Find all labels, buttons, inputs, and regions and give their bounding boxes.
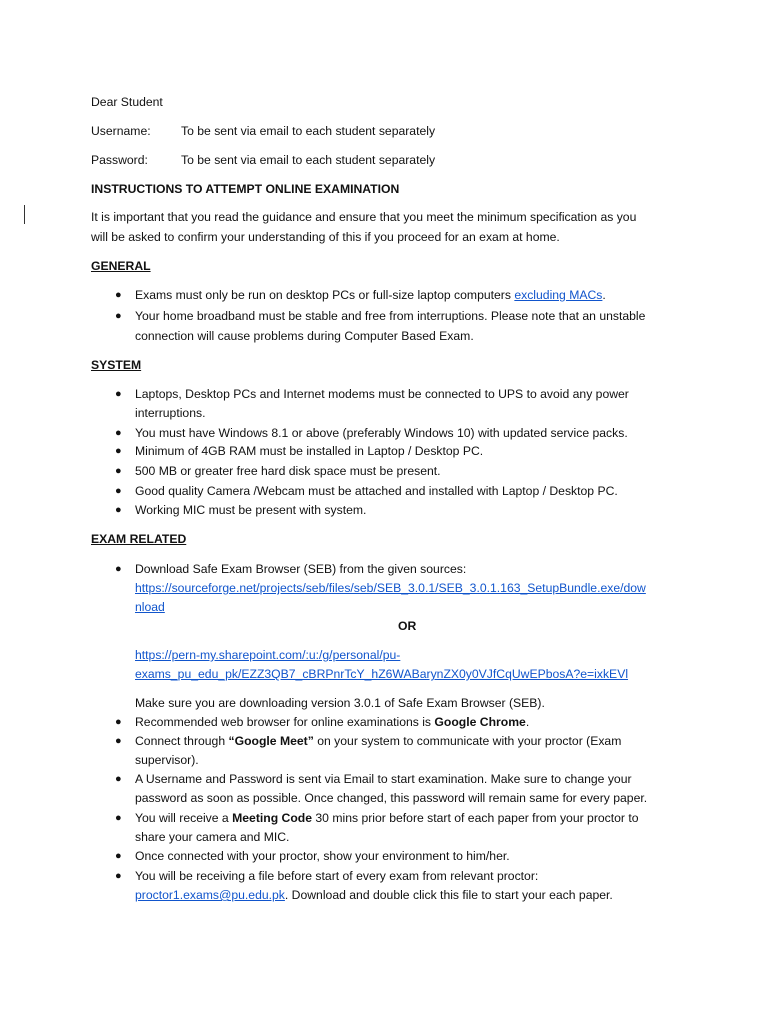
system-item-3: Minimum of 4GB RAM must be installed in Laptop / Desktop PC. — [135, 444, 484, 458]
exam-item-7-line-1: You will be receiving a file before start of every exam from relevant proctor: — [135, 869, 539, 883]
system-heading: SYSTEM — [91, 358, 142, 372]
exam-item-3 — [135, 733, 621, 749]
bullet-icon: ● — [115, 388, 122, 400]
google-chrome-text: Google Chrome — [434, 715, 526, 729]
exam-item-7-line-2 — [135, 887, 613, 903]
exam-item-1: Download Safe Exam Browser (SEB) from the given sources: — [135, 562, 467, 576]
bullet-icon: ● — [115, 812, 122, 824]
bullet-icon: ● — [115, 563, 122, 575]
exam-item-4-line-1: A Username and Password is sent via Email to start examination. Make sure to change your — [135, 772, 632, 786]
general-heading: GENERAL — [91, 259, 151, 273]
bullet-icon: ● — [115, 735, 122, 747]
exam-item-5-post: 30 mins prior before start of each paper from your proctor to — [312, 811, 639, 825]
exam-item-5 — [135, 810, 639, 826]
system-item-2: You must have Windows 8.1 or above (preferably Windows 10) with updated service packs. — [135, 426, 628, 440]
exam-item-5-line-2: share your camera and MIC. — [135, 830, 290, 844]
exam-item-2 — [135, 714, 529, 730]
intro-line-1: It is important that you read the guidance and ensure that you meet the minimum specification as you — [91, 210, 637, 224]
bullet-icon: ● — [115, 445, 122, 457]
username-value: To be sent via email to each student separately — [181, 124, 436, 138]
sharepoint-link-line-2[interactable]: exams_pu_edu_pk/EZZ3QB7_cBRPnrTcY_hZ6WABarynZX0y0VJfCqUwEPbosA?e=ixkEVl — [135, 667, 629, 681]
main-heading: INSTRUCTIONS TO ATTEMPT ONLINE EXAMINATION — [91, 182, 400, 196]
system-item-4: 500 MB or greater free hard disk space must be present. — [135, 464, 441, 478]
sourceforge-link-line-1[interactable]: https://sourceforge.net/projects/seb/files/seb/SEB_3.0.1/SEB_3.0.1.163_SetupBundle.exe/dow — [135, 581, 646, 595]
exam-heading: EXAM RELATED — [91, 532, 187, 546]
sourceforge-link-line-2[interactable]: nload — [135, 600, 165, 614]
bullet-icon: ● — [115, 465, 122, 477]
bullet-icon: ● — [115, 773, 122, 785]
exam-item-6: Once connected with your proctor, show your environment to him/her. — [135, 849, 510, 863]
system-item-1-line-2: interruptions. — [135, 406, 206, 420]
general-item-1-text: Exams must only be run on desktop PCs or full-size laptop computers — [135, 288, 515, 302]
bullet-icon: ● — [115, 850, 122, 862]
exam-item-3-post: on your system to communicate with your proctor (Exam — [313, 734, 622, 748]
sharepoint-link-line-1[interactable]: https://pern-my.sharepoint.com/:u:/g/personal/pu- — [135, 648, 401, 662]
bullet-icon: ● — [115, 504, 122, 516]
general-item-1-end: . — [602, 288, 606, 302]
general-item-2-line-1: Your home broadband must be stable and free from interruptions. Please note that an unstable — [135, 309, 646, 323]
password-value: To be sent via email to each student separately — [181, 153, 436, 167]
general-item-2-line-2: connection will cause problems during Computer Based Exam. — [135, 329, 474, 343]
greeting: Dear Student — [91, 95, 163, 109]
exam-item-2-text: Recommended web browser for online examinations is — [135, 715, 435, 729]
meeting-code-text: Meeting Code — [232, 811, 313, 825]
exam-item-3-pre: Connect through — [135, 734, 229, 748]
excluding-macs-link[interactable]: excluding MACs — [514, 288, 603, 302]
exam-item-3-line-2: supervisor). — [135, 753, 199, 767]
intro-line-2: will be asked to confirm your understanding of this if you proceed for an exam at home. — [91, 230, 560, 244]
or-separator: OR — [398, 619, 417, 633]
proctor-email-link[interactable]: proctor1.exams@pu.edu.pk — [135, 888, 285, 902]
system-item-5: Good quality Camera /Webcam must be attached and installed with Laptop / Desktop PC. — [135, 484, 618, 498]
password-row — [91, 152, 691, 168]
username-row — [91, 123, 691, 139]
password-label: Password: — [91, 153, 148, 167]
bullet-icon: ● — [115, 310, 122, 322]
bullet-icon: ● — [115, 485, 122, 497]
system-item-1-line-1: Laptops, Desktop PCs and Internet modems must be connected to UPS to avoid any power — [135, 387, 629, 401]
exam-item-2-end: . — [525, 715, 530, 729]
bullet-icon: ● — [115, 427, 122, 439]
google-meet-text: “Google Meet” — [228, 734, 314, 748]
exam-item-7-post: . Download and double click this file to start your each paper. — [284, 888, 613, 902]
bullet-icon: ● — [115, 870, 122, 882]
text-cursor — [24, 205, 25, 224]
exam-item-5-pre: You will receive a — [135, 811, 233, 825]
version-note: Make sure you are downloading version 3.0.1 of Safe Exam Browser (SEB). — [135, 696, 545, 710]
system-item-6: Working MIC must be present with system. — [135, 503, 367, 517]
username-label: Username: — [91, 124, 151, 138]
bullet-icon: ● — [115, 289, 122, 301]
general-item-1 — [135, 287, 606, 303]
exam-item-4-line-2: password as soon as possible. Once changed, this password will remain same for every paper. — [135, 791, 648, 805]
bullet-icon: ● — [115, 716, 122, 728]
